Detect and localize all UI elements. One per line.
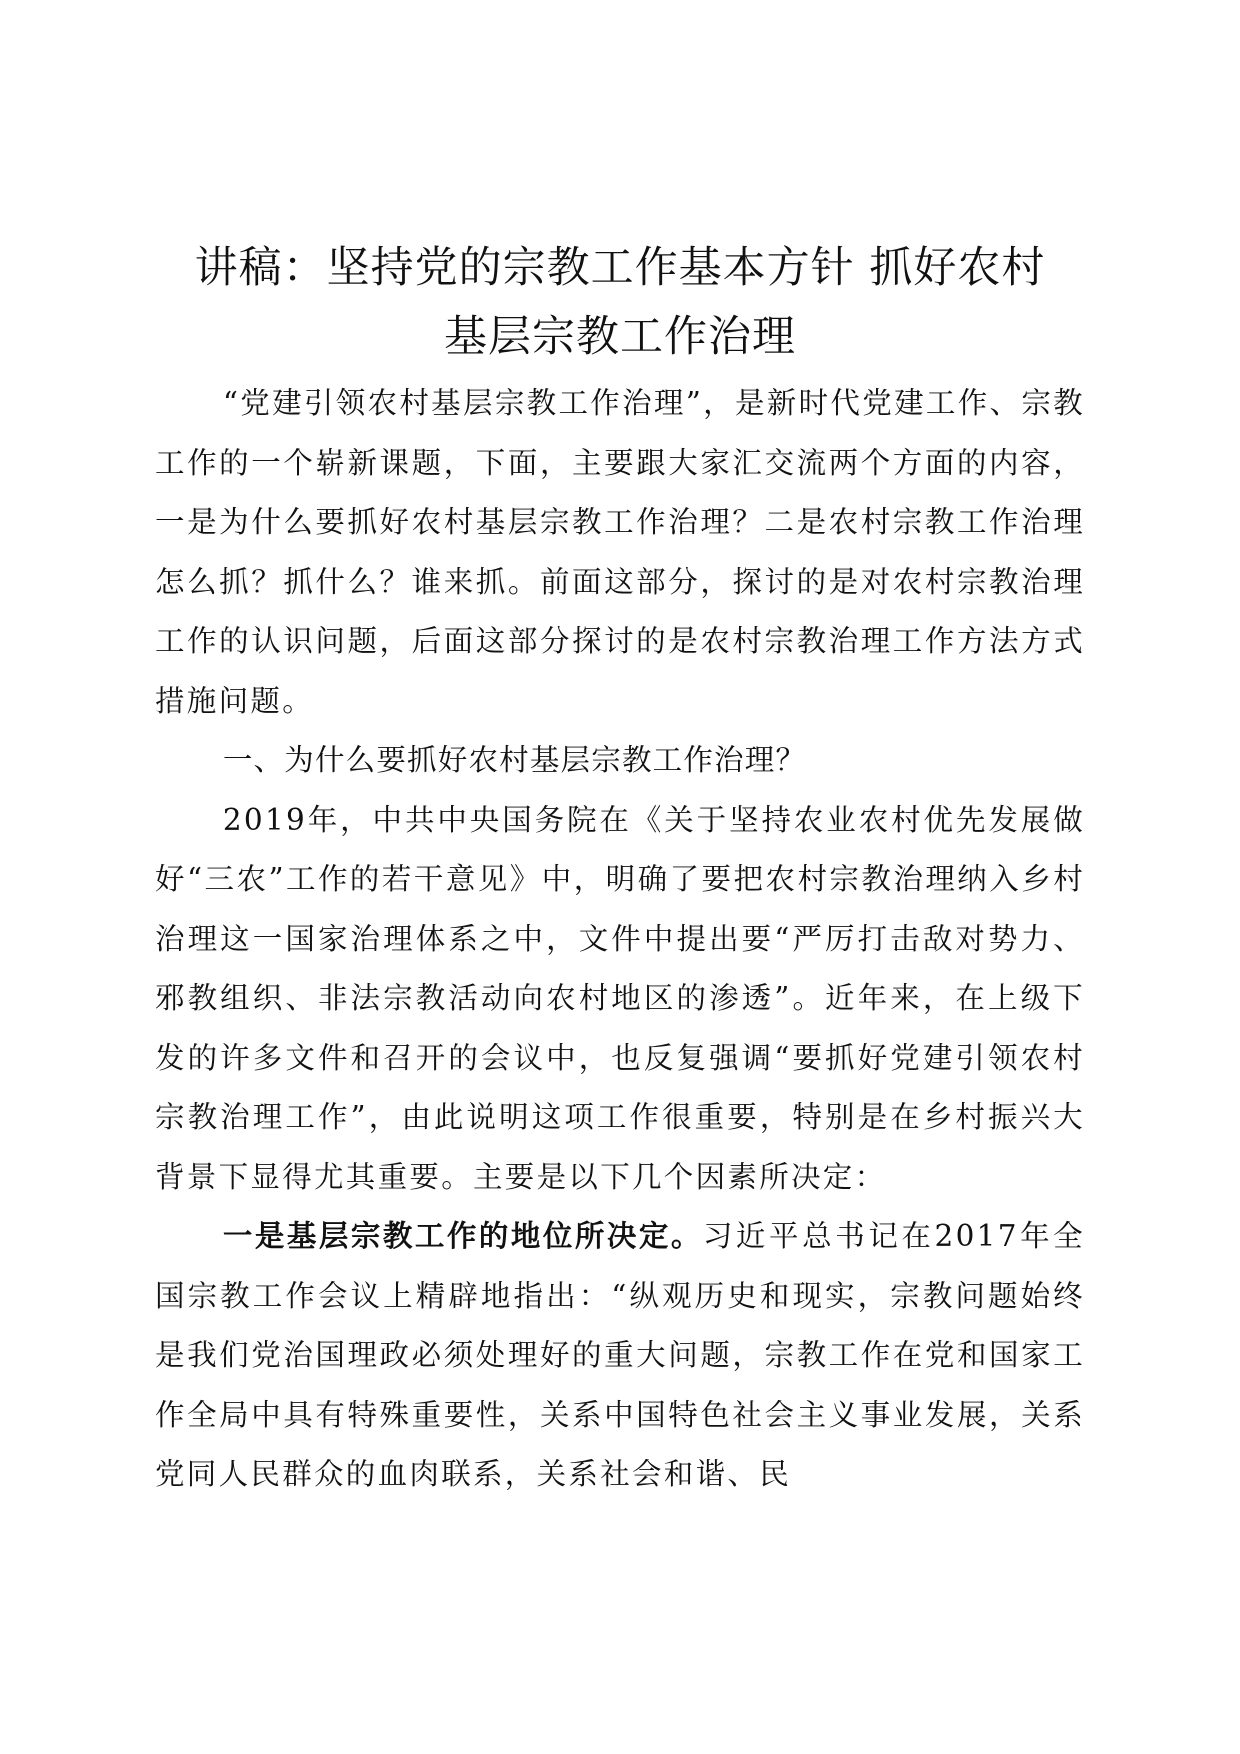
- point-1-lead: 一是基层宗教工作的地位所决定。: [222, 1219, 703, 1253]
- paragraph-2019: 2019年，中共中央国务院在《关于坚持农业农村优先发展做好“三农”工作的若干意见》中，明确了要把农村宗教治理纳入乡村治理这一国家治理体系之中，文件中提出要“严厉打击敌对势力、邪教组织、非法宗教活动向农村地区的渗透”。近年来，在上级下发的许多文件和召开的会议中，也反复强调“要抓好党建引领农村宗教治理工作”，由此说明这项工作很重要，特别是在乡村振兴大背景下显得尤其重要。主要是以下几个因素所决定：: [155, 802, 1085, 1194]
- intro-paragraph: “党建引领农村基层宗教工作治理”，是新时代党建工作、宗教工作的一个崭新课题，下面，主要跟大家汇交流两个方面的内容，一是为什么要抓好农村基层宗教工作治理？二是农村宗教工作治理怎么抓？抓什么？谁来抓。前面这部分，探讨的是对农村宗教治理工作的认识问题，后面这部分探讨的是农村宗教治理工作方法方式措施问题。: [155, 386, 1085, 718]
- document-body: [155, 374, 1085, 1505]
- document-title-line-2: 基层宗教工作治理: [444, 312, 796, 362]
- section-heading-1: 一、为什么要抓好农村基层宗教工作治理？: [222, 743, 807, 777]
- point-1-text: 习近平总书记在2017年全国宗教工作会议上精辟地指出：“纵观历史和现实，宗教问题始终是我们党治国理政必须处理好的重大问题，宗教工作在党和国家工作全局中具有特殊重要性，关系中国特色社会主义事业发展，关系党同人民群众的血肉联系，关系社会和谐、民: [155, 1219, 1085, 1491]
- point-1-paragraph: [155, 1207, 1085, 1505]
- document-title-line-1: 讲稿：坚持党的宗教工作基本方针 抓好农村: [194, 243, 1046, 293]
